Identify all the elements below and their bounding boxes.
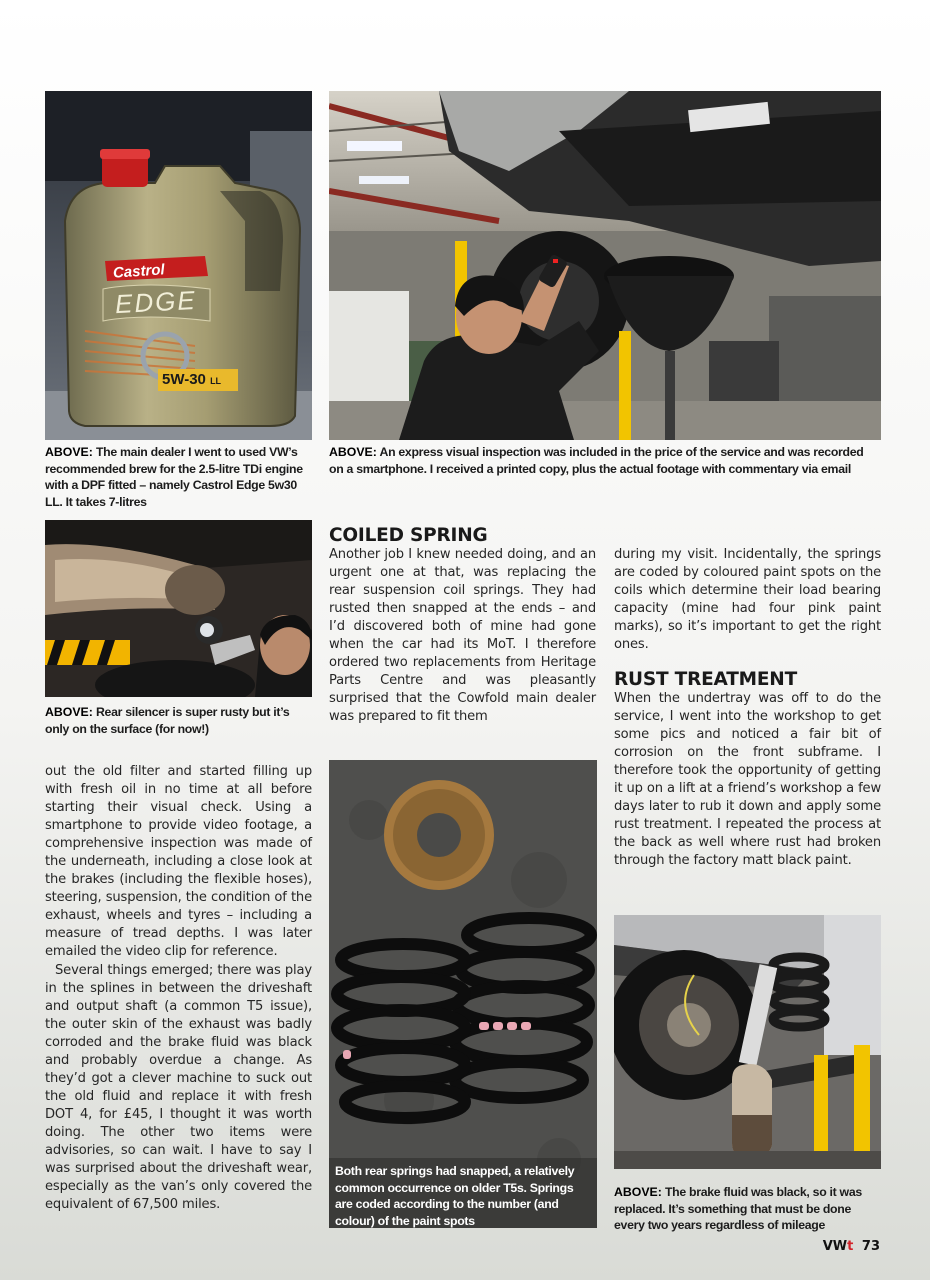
coiled-spring-paragraph: Another job I knew needed doing, and an urgent one at that, was replacing the rear suspension coil springs. They had rusted then snapped at the ends – and I’d discovered both of mine had gone when the car had its MoT. I therefore ordered two replacements from Heritage Parts Centre and was pleasantly surprised that the Cowfold main dealer was prepared to fit them [329, 547, 596, 725]
rust-treatment-heading: RUST TREATMENT [614, 669, 798, 690]
brake-caption-lead: ABOVE: [614, 1185, 662, 1199]
folio-brand [823, 1239, 854, 1254]
rust-treatment-paragraph: When the undertray was off to do the service, I went into the workshop to get some pics and noticed a fair bit of corrosion on the front subframe. I therefore took the opportunity of getting it up on a lift at a friend’s workshop a few days later to rub it down and apply some rust treatment. I repeated the process at the back as well where rust had broken through the factory matt black paint. [614, 691, 881, 869]
body-column-3-top [614, 546, 881, 654]
coiled-spring-heading: COILED SPRING [329, 525, 488, 546]
body-col1-paragraph-1: out the old filter and started filling up with fresh oil in no time at all before starting their visual check. Using a smartphone to provide video footage, a comprehensive inspection was made of the underneath, including a close look at the brakes (including the flexible hoses), steering, suspension, the condition of the exhaust, wheels and tyres – including a measure of tread depths. I was later emailed the video clip for reference. [45, 764, 312, 960]
body-col1-paragraph-2: Several things emerged; there was play in the splines in between the driveshaft and output shaft (a common T5 issue), the outer skin of the exhaust was badly corroded and the brake fluid was black and probably overdue a change. As they’d got a clever machine to suck out the old fluid and replace it with fresh DOT 4, for £45, I thought it was worth doing. The other two items were advisories, so can wait. I have to say I was surprised about the driveshaft wear, especially as the van’s only covered the equivalent of 67,500 miles. [45, 962, 312, 1213]
silencer-caption-lead: ABOVE: [45, 705, 93, 719]
silencer-caption-text: Rear silencer is super rusty but it’s only on the surface (for now!) [45, 705, 290, 736]
oil-brand-label: Castrol [112, 261, 166, 282]
workshop-inspection-photo [329, 91, 881, 440]
rear-silencer-photo [45, 520, 312, 697]
springs-caption: Both rear springs had snapped, a relatively common occurrence on older T5s. Springs are coded according to the number (and colour) of the paint spots [335, 1164, 575, 1228]
body-column-1 [45, 763, 312, 1214]
folio-brand-vw: VW [822, 1239, 848, 1254]
springs-photo [329, 760, 597, 1228]
oil-grade-suffix: LL [210, 376, 222, 386]
inspection-caption-text: An express visual inspection was included in the price of the service and was recorded on a smartphone. I received a printed copy, plus the actual footage with commentary via email [329, 445, 864, 476]
inspection-caption [329, 444, 881, 477]
brake-fluid-caption [614, 1184, 881, 1234]
oil-caption-text: The main dealer I went to used VW’s recommended brew for the 2.5-litre TDi engine with a DPF fitted – namely Castrol Edge 5w30 LL. It takes 7-litres [45, 445, 303, 509]
oil-caption [45, 444, 313, 510]
brake-caption-text: The brake fluid was black, so it was replaced. It’s something that must be done every two years regardless of mileage [614, 1185, 862, 1232]
oil-caption-lead: ABOVE: [45, 445, 93, 459]
oil-grade-label [162, 371, 221, 388]
inspection-caption-lead: ABOVE: [329, 445, 377, 459]
oil-product-label: EDGE [114, 284, 198, 320]
col3-paragraph: during my visit. Incidentally, the springs are coded by coloured paint spots on the coils which determine their load bearing capacity (mine had four pink paint marks), so it’s important to get the right ones. [614, 547, 881, 653]
silencer-caption [45, 704, 305, 737]
coiled-spring-body [329, 546, 596, 726]
oil-can-photo [45, 91, 312, 440]
brake-fluid-photo [614, 915, 881, 1169]
page-folio [823, 1239, 880, 1254]
page-number: 73 [861, 1239, 880, 1254]
oil-grade: 5W-30 [162, 371, 206, 388]
folio-brand-t: t [847, 1239, 854, 1254]
rust-treatment-body [614, 690, 881, 870]
